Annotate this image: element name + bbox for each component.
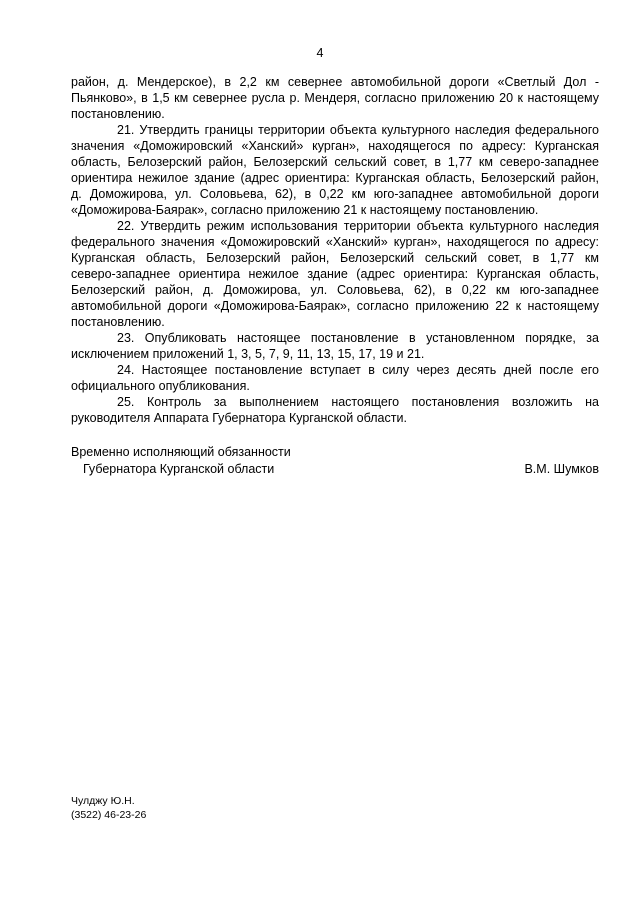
- signature-block: [71, 444, 599, 478]
- paragraph-22: [71, 218, 599, 330]
- text-line: 23. Опубликовать настоящее постановление в установленном порядке, за: [117, 331, 599, 345]
- text-line: значения «Доможировский «Ханский» курган», находящегося по адресу: Курганская: [71, 139, 599, 153]
- text-line: официального опубликования.: [71, 379, 250, 393]
- executor-info: [71, 794, 146, 822]
- text-line: область, Белозерский район, Белозерский сельский совет, в 1,77 км северо-западнее: [71, 155, 599, 169]
- page-number: 4: [316, 46, 324, 60]
- text-line: д. Доможирова, ул. Соловьева, 62), в 0,22 км юго-западнее автомобильной дороги: [71, 187, 599, 201]
- paragraph-20-continuation: [71, 74, 599, 122]
- text-line: район, д. Мендерское), в 2,2 км севернее автомобильной дороги «Светлый Дол -: [71, 75, 599, 89]
- text-line: «Доможирова-Баярак», согласно приложению 21 к настоящему постановлению.: [71, 203, 539, 217]
- text-line: федерального значения «Доможировский «Ханский» курган», находящегося по адресу:: [71, 235, 599, 249]
- paragraph-21: [71, 122, 599, 218]
- text-line: Пьянково», в 1,5 км севернее русла р. Мендеря, согласно приложению 20 к настоящему: [71, 91, 599, 105]
- text-line: ориентира нежилое здание (адрес ориентира: Курганская область, Белозерский район,: [71, 171, 599, 185]
- text-line: руководителя Аппарата Губернатора Курганской области.: [71, 411, 407, 425]
- text-line: 22. Утвердить режим использования территории объекта культурного наследия: [117, 219, 599, 233]
- signatory-name: В.М. Шумков: [524, 462, 599, 476]
- executor-phone: (3522) 46-23-26: [71, 809, 147, 821]
- text-line: постановлению.: [71, 315, 165, 329]
- document-body: [71, 74, 599, 426]
- text-line: 21. Утвердить границы территории объекта культурного наследия федерального: [117, 123, 599, 137]
- executor-name: Чулджу Ю.Н.: [71, 795, 135, 807]
- text-line: исключением приложений 1, 3, 5, 7, 9, 11, 13, 15, 17, 19 и 21.: [71, 347, 425, 361]
- text-line: северо-западнее ориентира нежилое здание (адрес ориентира: Курганская область,: [71, 267, 599, 281]
- text-line: автомобильной дороги «Доможирова-Баярак», согласно приложению 22 к настоящему: [71, 299, 599, 313]
- text-line: 25. Контроль за выполнением настоящего постановления возложить на: [117, 395, 599, 409]
- text-line: Белозерский район, д. Доможирова, ул. Соловьева, 62), в 0,22 км юго-западнее: [71, 283, 599, 297]
- paragraph-24: [71, 362, 599, 394]
- signatory-position-line2: Губернатора Курганской области: [83, 462, 275, 476]
- text-line: 24. Настоящее постановление вступает в силу через десять дней после его: [117, 363, 599, 377]
- text-line: постановлению.: [71, 107, 165, 121]
- signatory-position-line1: Временно исполняющий обязанности: [71, 445, 291, 459]
- paragraph-23: [71, 330, 599, 362]
- paragraph-25: [71, 394, 599, 426]
- text-line: Курганская область, Белозерский район, Белозерский сельский совет, в 1,77 км: [71, 251, 599, 265]
